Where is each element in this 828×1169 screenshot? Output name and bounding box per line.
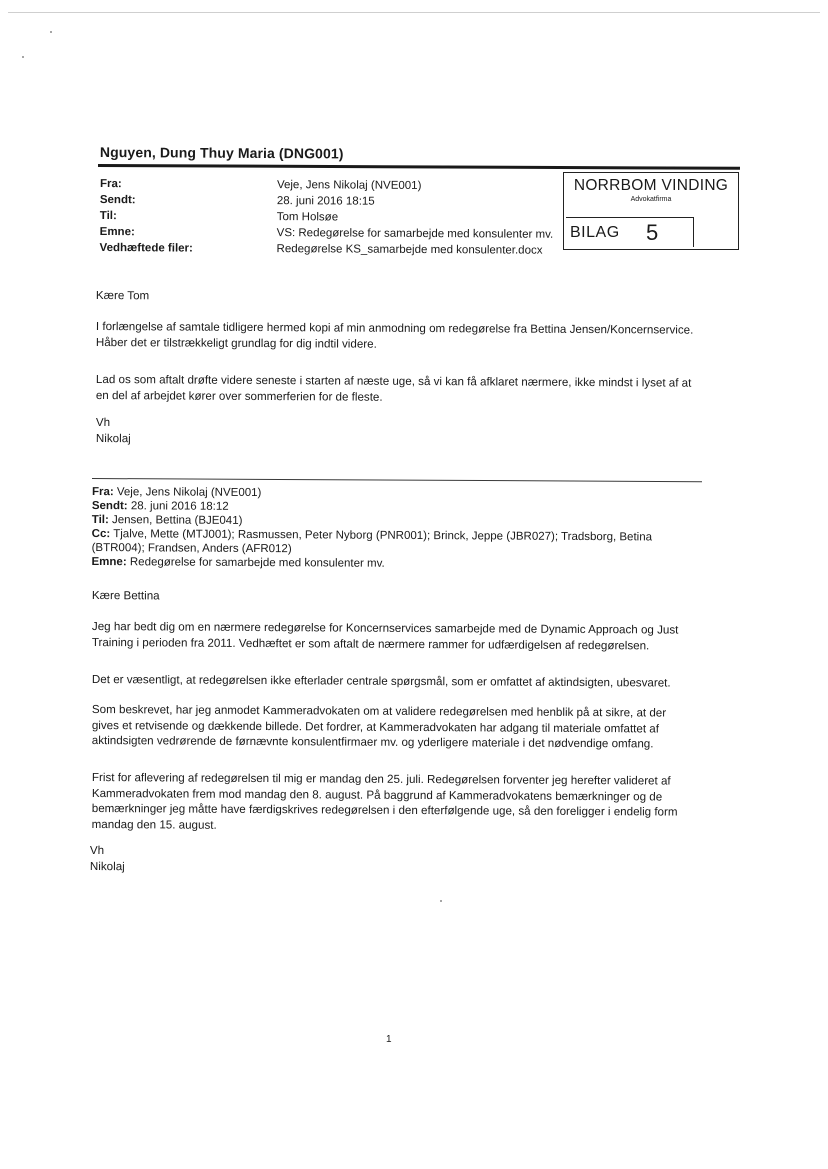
- greeting-text: Kære Bettina: [91, 589, 160, 603]
- message-paragraph-1: [96, 319, 694, 354]
- fwd-sent-value: 28. juni 2016 18:12: [130, 500, 229, 513]
- title-underline: [98, 164, 740, 170]
- fwd-cc-label: Cc:: [91, 527, 111, 541]
- forwarded-header: [91, 485, 652, 572]
- fwd-subject-label: Emne:: [91, 555, 127, 569]
- fwd-from-label: Fra:: [91, 485, 114, 499]
- forwarded-paragraph-4: [92, 770, 678, 836]
- forwarded-subject-row: [91, 555, 651, 572]
- forwarded-signoff: [90, 843, 104, 859]
- message-signoff: [96, 415, 110, 431]
- forwarded-cc-row: [92, 527, 652, 558]
- paragraph-text: Frist for aflevering af redegørelsen til mig er mandag den 25. juli. Redegørelsen forventer jeg herefter valideret af Kammeradvokaten frem mod mandag den 8. august. På baggrund af Kammeradvokatens bemærkninger og de bemærkninger jeg måtte have færdigskrives redegørelsen i den efterfølgende uge, så den foreligger i endelig form mandag den 15. august.: [91, 771, 678, 832]
- paragraph-text: Lad os som aftalt drøfte videre seneste i starten af næste uge, så vi kan få afklaret nærmere, ikke mindst i lyset af at en del af arbejdet kører over sommerferien for de fleste.: [95, 372, 692, 404]
- stamp-firm-name: NORRBOM VINDING: [573, 177, 729, 194]
- signoff-text: Vh: [95, 415, 111, 430]
- forwarded-greeting: [92, 588, 160, 604]
- forwarded-paragraph-2: [92, 672, 671, 691]
- message-greeting: [96, 288, 149, 304]
- message-paragraph-2: [96, 372, 692, 407]
- attachments-label: Vedhæftede filer:: [99, 241, 193, 255]
- fwd-cc-value: Tjalve, Mette (MTJ001); Rasmussen, Peter Nyborg (PNR001); Brinck, Jeppe (JBR027); Tradsborg, Betina (BTR004); Frandsen, Anders (AFR012): [91, 528, 653, 556]
- fwd-to-value: Jensen, Bettina (BJE041): [111, 514, 243, 527]
- greeting-text: Kære Tom: [95, 288, 150, 303]
- sent-value: 28. juni 2016 18:15: [276, 195, 375, 208]
- paragraph-text: I forlængelse af samtale tidligere hermed kopi af min anmodning om redegørelse fra Bettina Jensen/Koncernservice. Håber det er tilstrækkeligt grundlag for dig indtil videre.: [95, 319, 694, 351]
- signature-text: Nikolaj: [95, 431, 131, 446]
- forwarded-paragraph-3: [92, 702, 666, 752]
- scan-speck: [22, 56, 24, 58]
- stamp-exhibit-box: [566, 217, 694, 247]
- from-label: Fra:: [99, 178, 122, 191]
- page-number: 1: [386, 1034, 392, 1045]
- stamp-exhibit-number: 5: [646, 220, 659, 245]
- document-title: Nguyen, Dung Thuy Maria (DNG001): [99, 144, 344, 162]
- fwd-from-value: Veje, Jens Nikolaj (NVE001): [116, 486, 262, 500]
- scan-speck: [440, 900, 442, 902]
- exhibit-stamp: [563, 172, 739, 250]
- subject-label: Emne:: [99, 225, 135, 239]
- from-value: Veje, Jens Nikolaj (NVE001): [276, 179, 422, 192]
- fwd-to-label: Til:: [91, 513, 109, 527]
- sent-label: Sendt:: [99, 193, 136, 207]
- to-value: Tom Holsøe: [276, 211, 339, 224]
- forward-separator: [92, 478, 702, 482]
- fwd-subject-value: Redegørelse for samarbejde med konsulenter mv.: [129, 556, 385, 570]
- fwd-sent-label: Sendt:: [91, 499, 128, 513]
- stamp-exhibit-label: BILAG: [570, 224, 620, 241]
- paragraph-text: Jeg har bedt dig om en nærmere redegørelse for Koncernservices samarbejde med de Dynamic Approach og Just Training i perioden fra 2011. Vedhæftet er som aftalt de nærmere rammer for udfærdigelsen af redegørelsen.: [91, 620, 679, 652]
- signature-text: Nikolaj: [89, 860, 125, 874]
- signoff-text: Vh: [89, 844, 105, 858]
- scan-edge-line: [8, 12, 820, 13]
- attachments-value: Redegørelse KS_samarbejde med konsulenter.docx: [276, 243, 543, 257]
- subject-value: VS: Redegørelse for samarbejde med konsulenter mv.: [276, 227, 554, 241]
- stamp-subtitle: Advokatfirma: [630, 196, 672, 203]
- message-signature: [96, 431, 131, 447]
- scan-speck: [50, 31, 52, 33]
- forwarded-paragraph-1: [92, 619, 679, 654]
- forwarded-signature: [90, 859, 125, 875]
- paragraph-text: Som beskrevet, har jeg anmodet Kammeradvokaten om at validere redegørelsen med henblik på at sikre, at der gives et retvisende og dækkende billede. Det fordrer, at Kammeradvokaten har adgang til materiale omfattet af aktindsigten vedrørende de førnævnte konsulentfirmaer mv. og yderligere materiale i det nødvendige omfang.: [91, 703, 667, 751]
- to-label: Til:: [99, 209, 117, 223]
- paragraph-text: Det er væsentligt, at redegørelsen ikke efterlader centrale spørgsmål, som er omfattet af aktindsigten, ubesvaret.: [91, 673, 671, 690]
